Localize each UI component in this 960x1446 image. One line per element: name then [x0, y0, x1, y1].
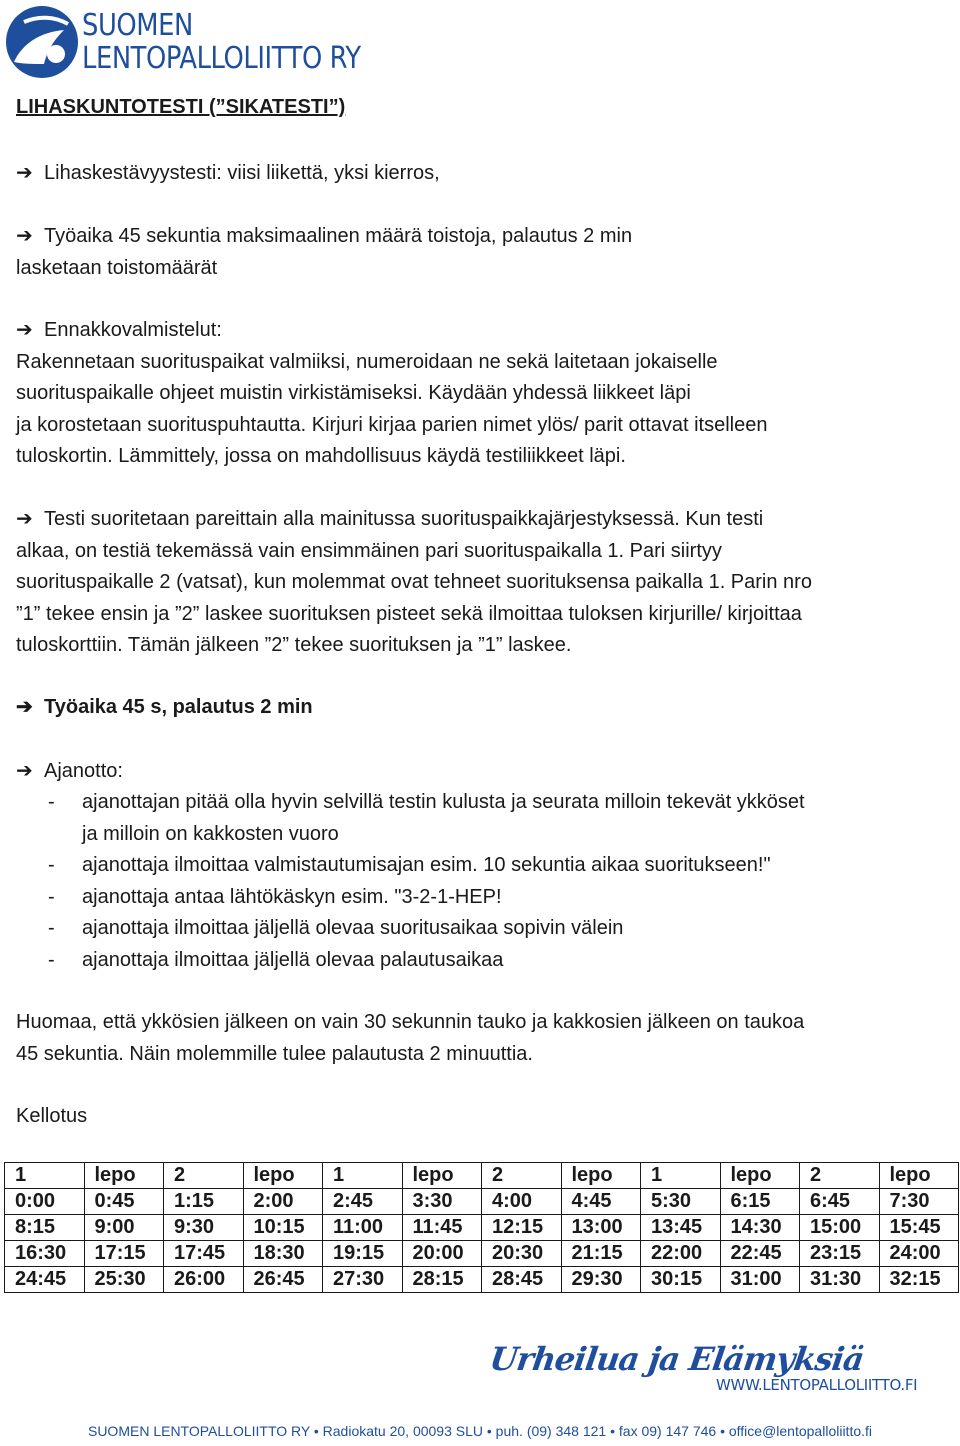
list-dash: -	[48, 854, 55, 876]
table-cell: 18:30	[243, 1241, 323, 1267]
table-cell: 20:00	[402, 1241, 482, 1267]
section-heading-kellotus: Kellotus	[16, 1105, 88, 1127]
paragraph-test-procedure	[16, 504, 946, 662]
table-cell: 25:30	[84, 1267, 164, 1293]
website-link[interactable]: WWW.LENTOPALLOLIITTO.FI	[716, 1376, 918, 1394]
table-cell: 28:45	[482, 1267, 562, 1293]
header-logo	[4, 4, 406, 80]
table-row	[5, 1215, 959, 1241]
arrow-right-icon: ➔	[16, 508, 33, 530]
logo-line-2: LENTOPALLOLIITTO RY	[82, 40, 361, 76]
list-item-text: ajanottaja ilmoittaa jäljellä olevaa palautusaikaa	[82, 948, 504, 971]
list-item-text: ajanottaja antaa lähtökäskyn esim. "3-2-1-HEP!	[82, 885, 502, 908]
paragraph-text: alkaa, on testiä tekemässä vain ensimmäinen pari suorituspaikalla 1. Pari siirtyy	[16, 539, 722, 562]
table-cell: 30:15	[641, 1267, 721, 1293]
timing-table	[4, 1162, 959, 1293]
footer-slogan-logo	[487, 1340, 918, 1400]
paragraph-preparations	[16, 315, 946, 473]
table-row	[5, 1189, 959, 1215]
table-row	[5, 1267, 959, 1293]
paragraph-text: Lihaskestävyystesti: viisi liikettä, yksi kierros,	[44, 162, 440, 184]
table-header-cell: 1	[323, 1163, 403, 1189]
arrow-right-icon: ➔	[16, 696, 33, 718]
table-header-cell: 2	[482, 1163, 562, 1189]
table-cell: 24:45	[5, 1267, 85, 1293]
table-cell: 17:15	[84, 1241, 164, 1267]
document-title: LIHASKUNTOTESTI (”SIKATESTI”)	[16, 96, 346, 118]
table-header-cell: lepo	[402, 1163, 482, 1189]
table-cell: 22:45	[720, 1241, 800, 1267]
table-header-cell: lepo	[84, 1163, 164, 1189]
table-cell: 15:45	[879, 1215, 959, 1241]
table-header-cell: lepo	[720, 1163, 800, 1189]
table-cell: 6:15	[720, 1189, 800, 1215]
arrow-right-icon: ➔	[16, 319, 33, 341]
table-cell: 14:30	[720, 1215, 800, 1241]
list-item	[16, 913, 946, 945]
table-cell: 1:15	[164, 1189, 244, 1215]
table-cell: 5:30	[641, 1189, 721, 1215]
table-cell: 26:45	[243, 1267, 323, 1293]
table-cell: 10:15	[243, 1215, 323, 1241]
table-cell: 13:00	[561, 1215, 641, 1241]
paragraph-text: Rakennetaan suorituspaikat valmiiksi, numeroidaan ne sekä laitetaan jokaiselle	[16, 350, 718, 373]
list-dash: -	[48, 917, 55, 939]
table-cell: 4:45	[561, 1189, 641, 1215]
table-cell: 3:30	[402, 1189, 482, 1215]
table-cell: 27:30	[323, 1267, 403, 1293]
table-cell: 26:00	[164, 1267, 244, 1293]
list-item-continuation	[16, 819, 946, 851]
table-header-cell: 2	[164, 1163, 244, 1189]
table-cell: 12:15	[482, 1215, 562, 1241]
table-cell: 2:00	[243, 1189, 323, 1215]
table-cell: 8:15	[5, 1215, 85, 1241]
arrow-right-icon: ➔	[16, 225, 33, 247]
arrow-right-icon: ➔	[16, 162, 33, 184]
paragraph-work-time	[16, 221, 946, 284]
table-header-cell: lepo	[561, 1163, 641, 1189]
paragraph-text: 45 sekuntia. Näin molemmille tulee palautusta 2 minuuttia.	[16, 1042, 533, 1065]
table-cell: 16:30	[5, 1241, 85, 1267]
paragraph-lead: Ennakkovalmistelut:	[44, 319, 222, 341]
table-cell: 29:30	[561, 1267, 641, 1293]
volleyball-logo-icon	[4, 4, 80, 80]
paragraph-text: lasketaan toistomäärät	[16, 256, 218, 279]
paragraph-note	[16, 1007, 946, 1070]
list-dash: -	[48, 885, 55, 908]
paragraph-timekeeping-lead	[16, 756, 946, 788]
footer-contact: SUOMEN LENTOPALLOLIITTO RY • Radiokatu 20, 00093 SLU • puh. (09) 348 121 • fax 09) 147 746 • office@lentopalloliitto.fi	[87, 1423, 873, 1439]
paragraph-endurance	[16, 158, 946, 190]
slogan-text: Urheilua ja Elämyksiä	[487, 1340, 866, 1378]
paragraph-text: Työaika 45 s, palautus 2 min	[44, 696, 313, 718]
table-cell: 13:45	[641, 1215, 721, 1241]
table-cell: 15:00	[800, 1215, 880, 1241]
table-cell: 19:15	[323, 1241, 403, 1267]
paragraph-text: tuloskorttiin. Tämän jälkeen ”2” tekee suorituksen ja ”1” laskee.	[16, 634, 572, 656]
table-header-cell: 2	[800, 1163, 880, 1189]
table-cell: 31:00	[720, 1267, 800, 1293]
paragraph-text: tuloskortin. Lämmittely, jossa on mahdollisuus käydä testiliikkeet läpi.	[16, 445, 626, 467]
table-header-cell: lepo	[879, 1163, 959, 1189]
table-cell: 32:15	[879, 1267, 959, 1293]
paragraph-text: ”1” tekee ensin ja ”2” laskee suorituksen pisteet sekä ilmoittaa tuloksen kirjurille/ kirjoittaa	[16, 602, 802, 625]
logo-wordmark	[82, 7, 361, 76]
list-item-text: ajanottajan pitää olla hyvin selvillä testin kulusta ja seurata milloin tekevät ykköset	[82, 791, 805, 813]
table-cell: 21:15	[561, 1241, 641, 1267]
list-dash: -	[48, 791, 55, 813]
table-cell: 23:15	[800, 1241, 880, 1267]
logo-line-1: SUOMEN	[82, 7, 193, 43]
paragraph-text: Huomaa, että ykkösien jälkeen on vain 30 sekunnin tauko ja kakkosien jälkeen on taukoa	[16, 1011, 805, 1033]
table-header-cell: 1	[5, 1163, 85, 1189]
table-cell: 31:30	[800, 1267, 880, 1293]
list-item-text: ajanottaja ilmoittaa valmistautumisajan esim. 10 sekuntia aikaa suoritukseen!"	[82, 854, 771, 876]
table-cell: 11:00	[323, 1215, 403, 1241]
table-row	[5, 1241, 959, 1267]
table-cell: 6:45	[800, 1189, 880, 1215]
table-header-row	[5, 1163, 959, 1189]
table-cell: 7:30	[879, 1189, 959, 1215]
paragraph-text: Työaika 45 sekuntia maksimaalinen määrä toistoja, palautus 2 min	[44, 225, 633, 247]
table-cell: 0:00	[5, 1189, 85, 1215]
table-cell: 2:45	[323, 1189, 403, 1215]
paragraph-work-rest-summary	[16, 692, 946, 724]
table-cell: 17:45	[164, 1241, 244, 1267]
table-cell: 4:00	[482, 1189, 562, 1215]
paragraph-text: Testi suoritetaan pareittain alla mainitussa suorituspaikkajärjestyksessä. Kun testi	[44, 508, 764, 530]
list-dash: -	[48, 948, 55, 971]
table-cell: 24:00	[879, 1241, 959, 1267]
list-item	[16, 850, 946, 882]
table-cell: 9:00	[84, 1215, 164, 1241]
paragraph-text: suorituspaikalle ohjeet muistin virkistämiseksi. Käydään yhdessä liikkeet läpi	[16, 382, 691, 404]
table-header-cell: lepo	[243, 1163, 323, 1189]
list-item	[16, 882, 946, 914]
table-cell: 11:45	[402, 1215, 482, 1241]
table-cell: 0:45	[84, 1189, 164, 1215]
paragraph-text: suorituspaikalle 2 (vatsat), kun molemmat ovat tehneet suorituksensa paikalla 1. Parin nro	[16, 571, 812, 593]
table-cell: 28:15	[402, 1267, 482, 1293]
table-cell: 20:30	[482, 1241, 562, 1267]
paragraph-text: ja korostetaan suorituspuhtautta. Kirjuri kirjaa parien nimet ylös/ parit ottavat itselleen	[16, 413, 768, 436]
list-item-text: ajanottaja ilmoittaa jäljellä olevaa suoritusaikaa sopivin välein	[82, 917, 624, 939]
arrow-right-icon: ➔	[16, 760, 33, 782]
table-cell: 9:30	[164, 1215, 244, 1241]
timekeeping-list	[16, 787, 946, 976]
table-header-cell: 1	[641, 1163, 721, 1189]
paragraph-lead: Ajanotto:	[44, 760, 123, 782]
list-item-text: ja milloin on kakkosten vuoro	[82, 822, 339, 845]
list-item	[16, 787, 946, 819]
list-item	[16, 945, 946, 977]
table-cell: 22:00	[641, 1241, 721, 1267]
